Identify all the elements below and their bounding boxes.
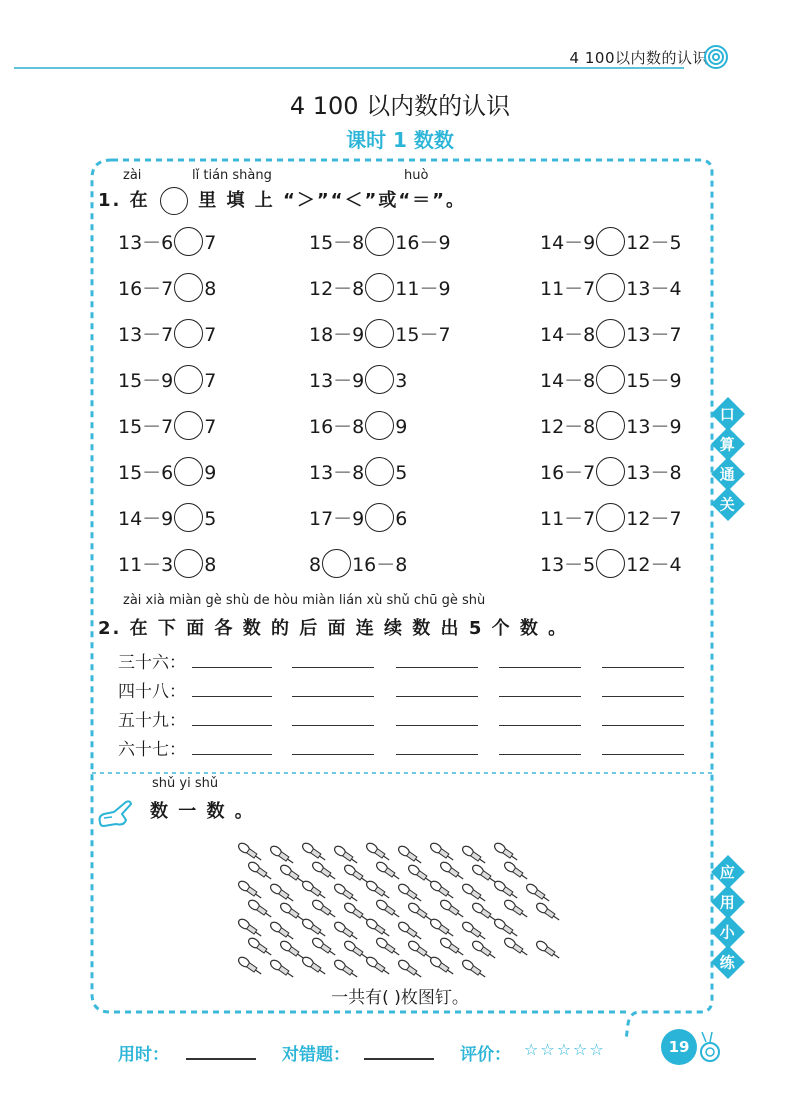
thumbtack (237, 879, 264, 901)
thumbtack (471, 939, 498, 961)
thumbtack (301, 955, 328, 977)
thumbtack (493, 917, 520, 939)
answer-circle[interactable] (174, 273, 203, 302)
right-expression: 12－5 (626, 232, 682, 254)
answer-blank[interactable] (292, 754, 374, 755)
right-expression: 11－9 (395, 278, 451, 300)
thumbtack (535, 901, 562, 923)
left-expression: 17－9 (309, 508, 365, 530)
thumbtack (269, 958, 296, 980)
page-title: 4 100 以内数的认识 (289, 92, 511, 120)
left-expression: 12－8 (309, 278, 365, 300)
thumbtack (311, 860, 338, 882)
comparison-item (309, 501, 407, 537)
thumbtack (429, 917, 456, 939)
right-expression: 5 (395, 462, 408, 484)
errors-label: 对错题： (282, 1045, 350, 1065)
answer-blank[interactable] (499, 667, 581, 668)
thumbtack (493, 841, 520, 863)
q1-text-after: 里 填 上 “＞”“＜”或“＝”。 (198, 190, 466, 211)
answer-blank[interactable] (192, 667, 272, 668)
right-expression: 15－7 (395, 324, 451, 346)
right-expression: 7 (204, 324, 217, 346)
left-expression: 15－8 (309, 232, 365, 254)
q3-instruction: 数 一 数 。 (150, 801, 255, 822)
right-expression: 7 (204, 416, 217, 438)
count-start-label: 四十八： (118, 682, 186, 702)
answer-blank[interactable] (602, 667, 684, 668)
comparison-item (118, 317, 216, 353)
answer-blank[interactable] (292, 696, 374, 697)
rating-stars[interactable]: ☆☆☆☆☆ (524, 1040, 606, 1059)
q1-pinyin-litianshang: lǐ tián shàng (192, 168, 272, 183)
right-expression: 8 (204, 278, 217, 300)
answer-circle[interactable] (365, 411, 394, 440)
left-expression: 15－9 (118, 370, 174, 392)
thumbtack (429, 955, 456, 977)
thumbtack (237, 955, 264, 977)
answer-blank[interactable] (396, 725, 478, 726)
right-expression: 3 (395, 370, 408, 392)
thumbtack (247, 860, 274, 882)
side-tab-bottom: 用 (711, 885, 745, 919)
comparison-item (309, 317, 451, 353)
answer-circle[interactable] (174, 503, 203, 532)
comparison-item (540, 547, 682, 583)
side-tab-top: 算 (711, 427, 745, 461)
comparison-item (540, 501, 682, 537)
answer-circle[interactable] (365, 227, 394, 256)
left-expression: 13－6 (118, 232, 174, 254)
thumbtack (407, 939, 434, 961)
thumbtack (333, 844, 360, 866)
side-tab-bottom: 小 (711, 915, 745, 949)
left-expression: 11－3 (118, 554, 174, 576)
answer-circle[interactable] (596, 273, 625, 302)
lesson-subtitle: 课时 1 数数 (346, 128, 454, 152)
thumbtack (471, 901, 498, 923)
example-circle (160, 187, 188, 215)
answer-circle[interactable] (365, 503, 394, 532)
comparison-item (540, 455, 682, 491)
thumbtack (503, 898, 530, 920)
thumbtack (333, 882, 360, 904)
thumbtack (279, 939, 306, 961)
thumbtacks-illustration (230, 830, 570, 980)
chapter-header: 4 100以内数的认识 (569, 49, 708, 67)
answer-circle[interactable] (365, 273, 394, 302)
thumbtack (429, 841, 456, 863)
q3-pinyin: shǔ yi shǔ (152, 776, 219, 791)
answer-circle[interactable] (596, 411, 625, 440)
thumbtack (439, 936, 466, 958)
thumbtack (407, 863, 434, 885)
left-expression: 15－6 (118, 462, 174, 484)
left-expression: 14－8 (540, 324, 596, 346)
footer (118, 1040, 169, 1065)
left-expression: 16－7 (540, 462, 596, 484)
answer-circle[interactable] (174, 365, 203, 394)
comparison-item (118, 225, 216, 261)
thumbtack (279, 901, 306, 923)
thumbtack (279, 863, 306, 885)
right-expression: 7 (204, 370, 217, 392)
thumbtack (301, 841, 328, 863)
right-expression: 8 (204, 554, 217, 576)
comparison-item (309, 455, 407, 491)
page-number: 19 (661, 1029, 697, 1065)
right-expression: 16－9 (395, 232, 451, 254)
thumbtack (493, 879, 520, 901)
comparison-item (118, 271, 216, 307)
q1-text-before: 1. 在 (98, 190, 150, 211)
answer-circle[interactable] (596, 457, 625, 486)
answer-blank[interactable] (192, 754, 272, 755)
pointing-hand-icon (96, 796, 136, 828)
answer-blank[interactable] (499, 696, 581, 697)
right-expression: 7 (204, 232, 217, 254)
left-expression: 13－5 (540, 554, 596, 576)
answer-circle[interactable] (174, 319, 203, 348)
answer-blank[interactable] (192, 725, 272, 726)
thumbtack (397, 882, 424, 904)
answer-blank[interactable] (396, 696, 478, 697)
thumbtack (397, 844, 424, 866)
comparison-item (118, 501, 216, 537)
comparison-item (118, 547, 216, 583)
comparison-item (540, 409, 682, 445)
answer-blank[interactable] (396, 667, 478, 668)
right-expression: 9 (204, 462, 217, 484)
thumbtack (375, 898, 402, 920)
answer-circle[interactable] (174, 457, 203, 486)
side-tab-bottom: 应 (711, 855, 745, 889)
thumbtack (343, 939, 370, 961)
q1-pinyin-zai: zài (123, 168, 142, 183)
thumbtack (461, 882, 488, 904)
left-expression: 13－9 (309, 370, 365, 392)
answer-circle[interactable] (596, 365, 625, 394)
answer-blank[interactable] (192, 696, 272, 697)
count-start-label: 五十九： (118, 711, 186, 731)
left-expression: 16－8 (309, 416, 365, 438)
answer-blank[interactable] (499, 725, 581, 726)
left-expression: 13－7 (118, 324, 174, 346)
thumbtack (247, 898, 274, 920)
right-expression: 15－9 (626, 370, 682, 392)
thumbtack (503, 936, 530, 958)
answer-circle[interactable] (365, 365, 394, 394)
thumbtack (535, 939, 562, 961)
thumbtack (461, 844, 488, 866)
answer-blank[interactable] (602, 754, 684, 755)
thumbtack (461, 958, 488, 980)
thumbtack (375, 936, 402, 958)
answer-circle[interactable] (596, 549, 625, 578)
time-blank[interactable] (186, 1058, 256, 1060)
thumbtack (269, 844, 296, 866)
left-expression: 12－8 (540, 416, 596, 438)
thumbtack (333, 958, 360, 980)
comparison-item (309, 271, 451, 307)
thumbtack (429, 879, 456, 901)
thumbtack (237, 917, 264, 939)
answer-circle[interactable] (174, 411, 203, 440)
side-tab-top: 关 (711, 487, 745, 521)
answer-blank[interactable] (396, 754, 478, 755)
q1-instruction (98, 186, 466, 215)
thumbtack (269, 920, 296, 942)
thumbtack (237, 841, 264, 863)
left-expression: 8 (309, 554, 322, 576)
count-start-label: 三十六： (118, 653, 186, 673)
total-count-prompt: 一共有( )枚图钉。 (331, 988, 469, 1008)
answer-circle[interactable] (322, 549, 351, 578)
left-expression: 14－8 (540, 370, 596, 392)
thumbtack (471, 863, 498, 885)
thumbtack (301, 879, 328, 901)
thumbtack (365, 917, 392, 939)
side-tab-top: 通 (711, 457, 745, 491)
answer-circle[interactable] (365, 319, 394, 348)
thumbtack (503, 860, 530, 882)
rating-label: 评价： (460, 1045, 511, 1065)
right-expression: 13－4 (626, 278, 682, 300)
answer-circle[interactable] (596, 227, 625, 256)
q2-instruction: 2. 在 下 面 各 数 的 后 面 连 续 数 出 5 个 数 。 (98, 618, 569, 639)
comparison-item (309, 409, 407, 445)
thumbtack (407, 901, 434, 923)
comparison-item (309, 547, 407, 583)
right-expression: 13－8 (626, 462, 682, 484)
left-expression: 11－7 (540, 278, 596, 300)
thumbtack (397, 920, 424, 942)
left-expression: 16－7 (118, 278, 174, 300)
thumbtack (365, 955, 392, 977)
thumbtack (525, 882, 552, 904)
thumbtack (365, 879, 392, 901)
left-expression: 14－9 (118, 508, 174, 530)
left-expression: 11－7 (540, 508, 596, 530)
comparison-item (118, 455, 216, 491)
answer-circle[interactable] (174, 227, 203, 256)
thumbtack (365, 841, 392, 863)
left-expression: 15－7 (118, 416, 174, 438)
q2-pinyin: zài xià miàn gè shù de hòu miàn lián xù shǔ chū gè shù (123, 593, 486, 608)
q1-pinyin-huo: huò (404, 168, 429, 183)
snail-icon (696, 1030, 722, 1064)
answer-circle[interactable] (596, 503, 625, 532)
answer-circle[interactable] (365, 457, 394, 486)
answer-circle[interactable] (174, 549, 203, 578)
comparison-item (540, 271, 682, 307)
thumbtack (333, 920, 360, 942)
left-expression: 14－9 (540, 232, 596, 254)
right-expression: 12－4 (626, 554, 682, 576)
thumbtack (311, 936, 338, 958)
thumbtack (311, 898, 338, 920)
answer-blank[interactable] (602, 725, 684, 726)
right-expression: 16－8 (352, 554, 408, 576)
thumbtack (375, 860, 402, 882)
side-tab-bottom: 练 (711, 945, 745, 979)
comparison-item (540, 225, 682, 261)
comparison-item (309, 363, 407, 399)
comparison-item (309, 225, 451, 261)
answer-blank[interactable] (499, 754, 581, 755)
answer-blank[interactable] (292, 725, 374, 726)
comparison-item (118, 363, 216, 399)
thumbtack (269, 882, 296, 904)
comparison-item (540, 363, 682, 399)
thumbtack (343, 901, 370, 923)
thumbtack (397, 958, 424, 980)
right-expression: 9 (395, 416, 408, 438)
right-expression: 5 (204, 508, 217, 530)
thumbtack (301, 917, 328, 939)
time-label: 用时： (118, 1045, 169, 1065)
errors-blank[interactable] (364, 1058, 434, 1060)
right-expression: 13－7 (626, 324, 682, 346)
answer-blank[interactable] (292, 667, 374, 668)
left-expression: 18－9 (309, 324, 365, 346)
comparison-item (540, 317, 682, 353)
right-expression: 12－7 (626, 508, 682, 530)
right-expression: 13－9 (626, 416, 682, 438)
right-expression: 6 (395, 508, 408, 530)
comparison-item (118, 409, 216, 445)
answer-blank[interactable] (602, 696, 684, 697)
count-start-label: 六十七： (118, 740, 186, 760)
thumbtack (439, 860, 466, 882)
thumbtack (461, 920, 488, 942)
thumbtack (439, 898, 466, 920)
left-expression: 13－8 (309, 462, 365, 484)
answer-circle[interactable] (596, 319, 625, 348)
thumbtack (247, 936, 274, 958)
side-tab-top: 口 (711, 397, 745, 431)
thumbtack (343, 863, 370, 885)
